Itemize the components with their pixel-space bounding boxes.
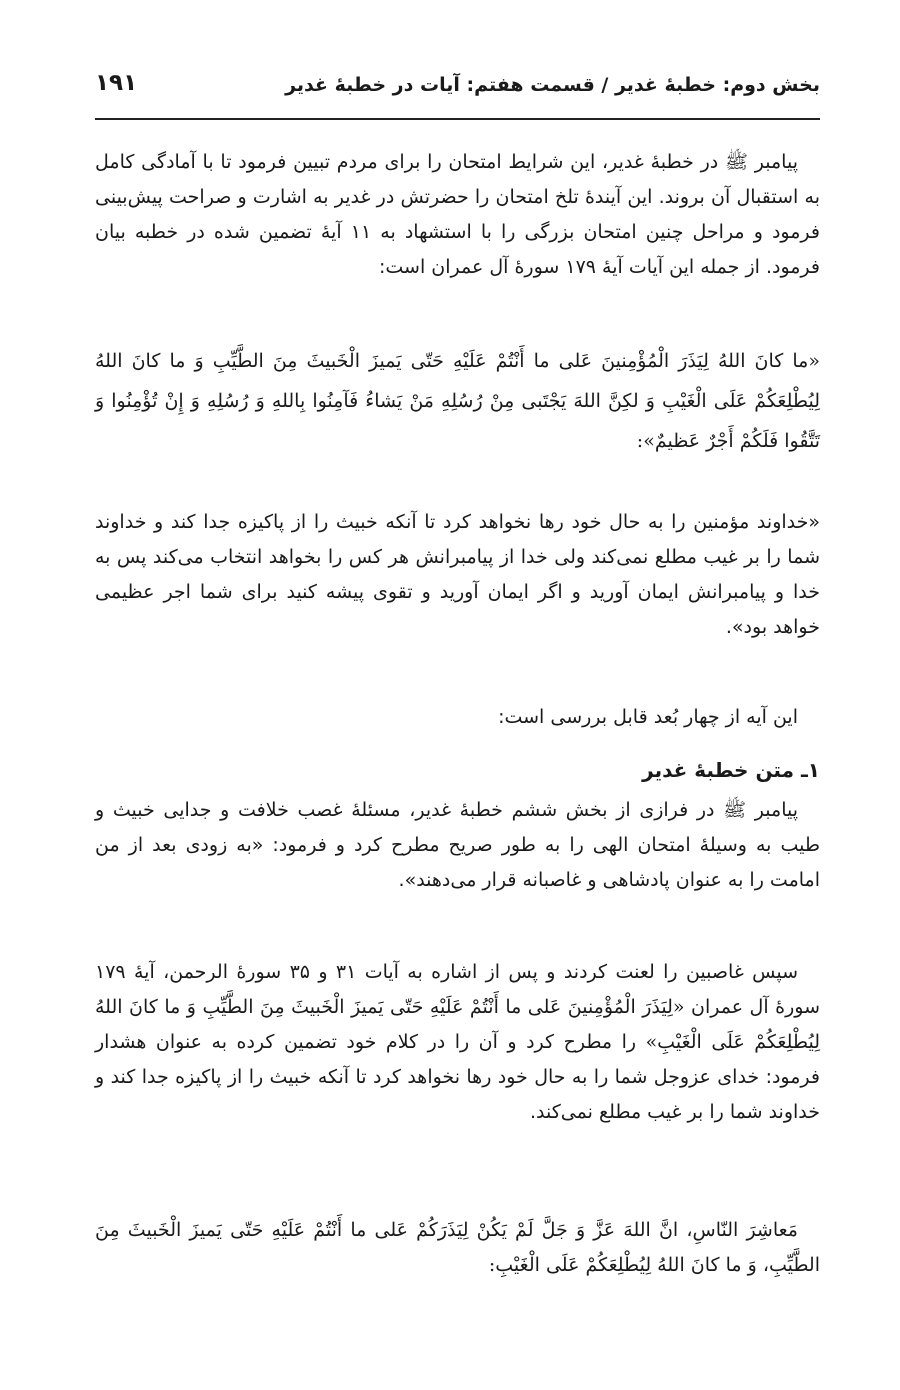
ayah-text: «ما کانَ اللهُ لِیَذَرَ الْمُؤْمِنینَ عَلی ما أَنْتُمْ عَلَیْهِ حَتّی یَمیزَ الْخَبیثَ مِنَ الطَّیِّبِ وَ ما کانَ اللهُ لِیُطْلِعَکُمْ عَلَی الْغَیْبِ وَ لکِنَّ اللهَ یَجْتَبی مِنْ رُسُلِهِ مَنْ یَشاءُ فَآمِنُوا بِاللهِ وَ رُسُلِهِ وَ إِنْ تُؤْمِنُوا وَ تَتَّقُوا فَلَکُمْ أَجْرٌ عَظیمٌ»: [95, 350, 820, 452]
paragraph-sermon [95, 793, 820, 898]
sermon-arabic-quote [95, 1213, 820, 1283]
sermon-arabic-text: مَعاشِرَ النّاسِ، انَّ اللهَ عَزَّ وَ جَلَّ لَمْ یَکُنْ لِیَذَرَکُمْ عَلی ما أَنْتُمْ عَلَیْهِ حَتّی یَمیزَ الْخَبیثَ مِنَ الطَّیِّبِ، وَ ما کانَ اللهُ لِیُطْلِعَکُمْ عَلَی الْغَیْبِ: [95, 1219, 820, 1276]
paragraph-dimensions [95, 700, 820, 735]
paragraph-curse-text-1: سپس غاصبین را لعنت کردند و پس از اشاره به آیات ۳۱ و ۳۵ سورهٔ الرحمن، آیهٔ ۱۷۹ سورهٔ آل عمران [95, 961, 820, 1018]
paragraph-intro-text: پیامبر ﷺ در خطبهٔ غدیر، این شرایط امتحان را برای مردم تبیین فرمود تا با آمادگی کامل به استقبال آن بروند. این آیندهٔ تلخ امتحان را حضرتش در غدیر به اشارت و صراحت پیش‌بینی فرمود و مراحل چنین امتحان بزرگی را با استشهاد به ۱۱ آیهٔ تضمین شده در خطبه بیان فرمود. از جمله این آیات آیهٔ ۱۷۹ سورهٔ آل عمران است: [95, 151, 820, 278]
running-head [95, 70, 820, 114]
paragraph-curse-text-2: را مطرح کرد و آن را در کلام خود تضمین کرده به عنوان هشدار فرمود: خدای عزوجل شما را به حال خود رها نخواهد کرد تا آنکه خبیث را از پاکیزه جدا کند و خداوند شما را بر غیب مطلع نمی‌کند. [95, 1031, 820, 1123]
paragraph-dimensions-text: این آیه از چهار بُعد قابل بررسی است: [498, 706, 798, 728]
header-divider [95, 118, 820, 120]
inline-ayah-quote: «لِیَذَرَ الْمُؤْمِنینَ عَلی ما أَنْتُمْ عَلَیْهِ حَتّی یَمیزَ الْخَبیثَ مِنَ الطَّیِّبِ وَ ما کانَ اللهُ لِیُطْلِعَکُمْ عَلَی الْغَیْبِ» [95, 996, 820, 1053]
ayah-block [95, 341, 820, 461]
section-heading: ۱ـ متن خطبهٔ غدیر [642, 758, 820, 782]
paragraph-sermon-text: پیامبر ﷺ در فرازی از بخش ششم خطبهٔ غدیر، مسئلهٔ غصب خلافت و جدایی خبیث و طیب به وسیلهٔ امتحان الهی را به طور صریح مطرح کرد و فرمود: «به زودی بعد از من امامت را به عنوان پادشاهی و غاصبانه قرار می‌دهند». [95, 799, 820, 891]
translation-paragraph [95, 505, 820, 645]
page-number: ۱۹۱ [95, 70, 138, 96]
paragraph-intro [95, 145, 820, 285]
translation-text: «خداوند مؤمنین را به حال خود رها نخواهد کرد تا آنکه خبیث را از پاکیزه جدا کند و خداوند شما را بر غیب مطلع نمی‌کند ولی خدا از پیامبرانش هر کس را بخواهد انتخاب می‌کند پس به خدا و پیامبرانش ایمان آورید و اگر ایمان آورید و تقوی پیشه کنید برای شما اجر عظیمی خواهد بود». [95, 511, 820, 638]
running-title: بخش دوم: خطبهٔ غدیر / قسمت هفتم: آیات در خطبهٔ غدیر [285, 74, 820, 96]
paragraph-curse [95, 955, 820, 1130]
